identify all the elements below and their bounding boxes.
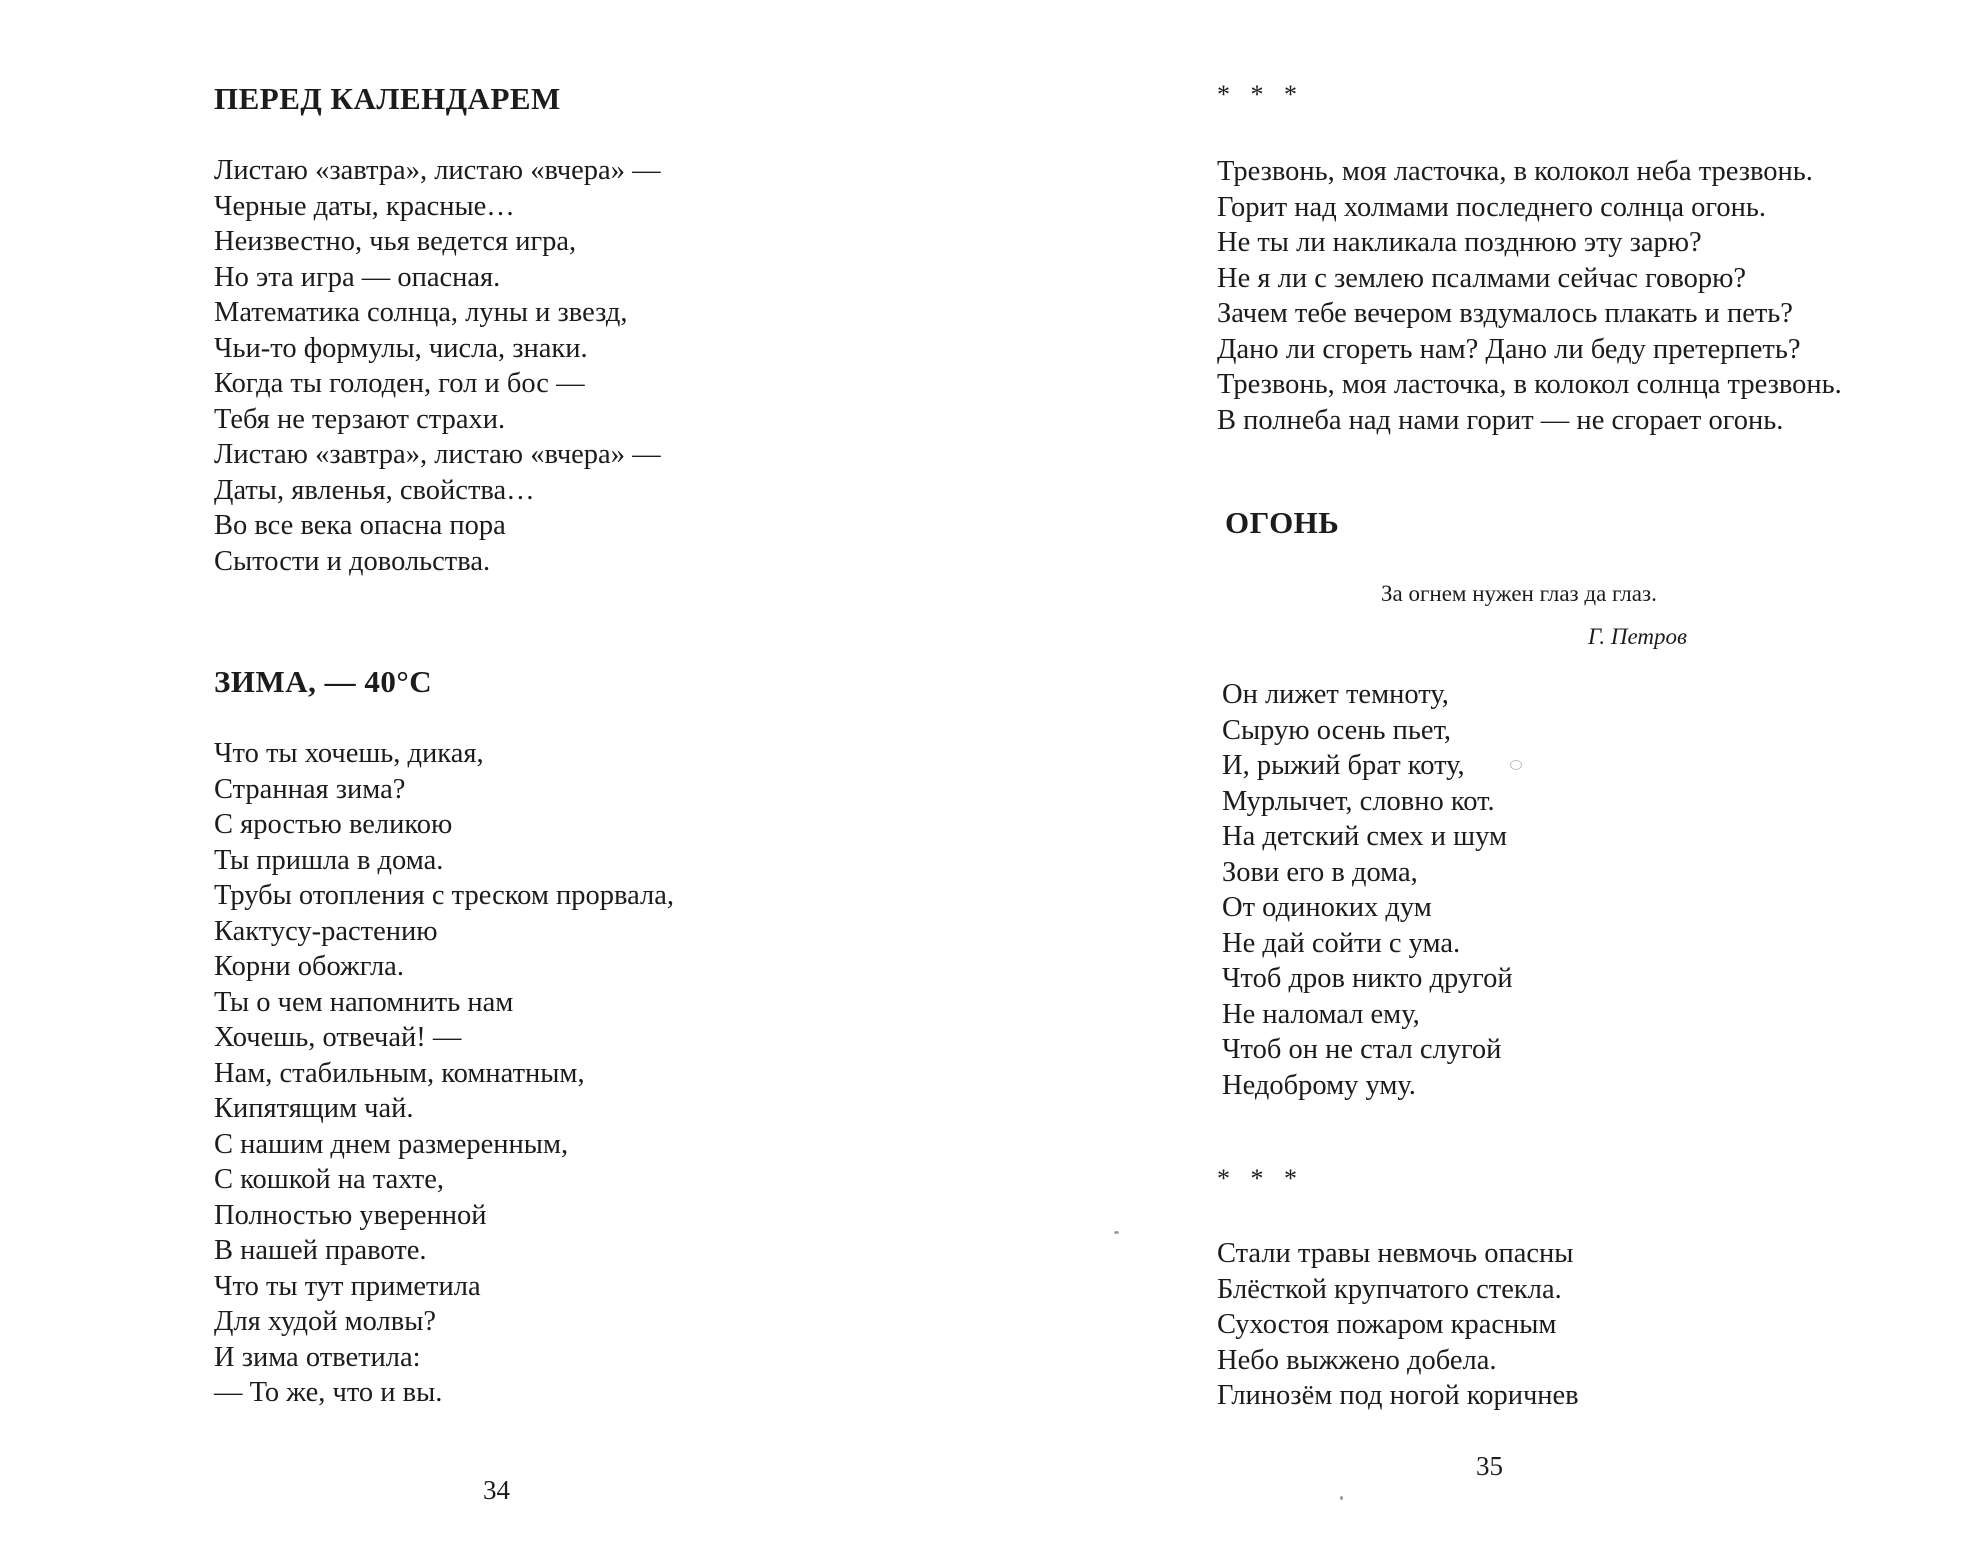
poem-line: Он лижет темноту,: [1222, 679, 1449, 710]
poem-line: Чтоб он не стал слугой: [1222, 1034, 1502, 1065]
poem-grass-text: [1217, 1236, 1579, 1414]
poem-winter-text: [214, 736, 674, 1411]
poem-line: Сырую осень пьет,: [1222, 714, 1452, 746]
poem-fire-text: [1222, 677, 1513, 1103]
poem-line: Мурлычет, словно кот.: [1222, 785, 1495, 817]
poem-line: Стали травы невмочь опасны: [1217, 1238, 1574, 1269]
poem-line: Математика солнца, луны и звезд,: [214, 297, 628, 328]
poem-line: Но эта игра — опасная.: [214, 261, 501, 293]
poem-line: Неизвестно, чья ведется игра,: [214, 226, 577, 257]
poem-line: Сухостоя пожаром красным: [1217, 1309, 1557, 1340]
poem-swallow-text: [1217, 154, 1842, 438]
poem-line: Дано ли сгореть нам? Дано ли беду претерпеть?: [1217, 333, 1801, 365]
section-divider-stars: * * *: [1217, 80, 1304, 109]
poem-line: Листаю «завтра», листаю «вчера» —: [214, 439, 661, 470]
poem-title-before-calendar: ПЕРЕД КАЛЕНДАРЕМ: [214, 81, 561, 116]
poem-line: Ты пришла в дома.: [214, 844, 444, 876]
epigraph-text: За огнем нужен глаз да глаз.: [1381, 581, 1657, 606]
poem-line: Недоброму уму.: [1222, 1069, 1416, 1101]
page-number-right: 35: [1476, 1451, 1503, 1481]
poem-line: Нам, стабильным, комнатным,: [214, 1057, 585, 1089]
poem-line: Хочешь, отвечай! —: [214, 1022, 462, 1053]
poem-line: Чьи-то формулы, числа, знаки.: [214, 332, 588, 364]
poem-line: От одиноких дум: [1222, 892, 1432, 923]
poem-line: Не дай сойти с ума.: [1222, 927, 1461, 959]
section-divider-stars: * * *: [1217, 1164, 1304, 1193]
epigraph-author: Г. Петров: [1588, 624, 1687, 649]
poem-line: Трезвонь, моя ласточка, в колокол неба трезвонь.: [1217, 156, 1813, 187]
poem-line: Даты, явленья, свойства…: [214, 474, 535, 506]
poem-line: Не я ли с землею псалмами сейчас говорю?: [1217, 262, 1747, 294]
poem-line: Что ты хочешь, дикая,: [214, 738, 484, 769]
poem-title-fire: ОГОНЬ: [1225, 505, 1340, 540]
poem-line: Небо выжжено добела.: [1217, 1344, 1497, 1376]
poem-title-winter: ЗИМА, — 40°С: [214, 664, 433, 699]
poem-line: Что ты тут приметила: [214, 1270, 481, 1302]
scan-speck: [1510, 760, 1522, 770]
poem-line: Ты о чем напомнить нам: [214, 986, 514, 1018]
poem-line: И, рыжий брат коту,: [1222, 750, 1465, 781]
poem-line: Полностью уверенной: [214, 1199, 487, 1231]
poem-line: Кипятящим чай.: [214, 1093, 414, 1124]
poem-before-calendar-text: [214, 153, 661, 579]
poem-line: Глинозём под ногой коричнев: [1217, 1380, 1579, 1411]
poem-line: Чтоб дров никто другой: [1222, 963, 1513, 994]
poem-line: Для худой молвы?: [214, 1306, 437, 1337]
poem-line: Тебя не терзают страхи.: [214, 403, 506, 435]
poem-line: С кошкой на тахте,: [214, 1164, 445, 1195]
poem-line: В нашей правоте.: [214, 1235, 427, 1266]
right-page: [987, 0, 1974, 1546]
poem-line: Кактусу-растению: [214, 915, 438, 947]
scan-speck: [1340, 1496, 1343, 1500]
poem-line: С нашим днем размеренным,: [214, 1128, 569, 1160]
poem-line: — То же, что и вы.: [214, 1377, 443, 1408]
poem-line: Зачем тебе вечером вздумалось плакать и петь?: [1217, 298, 1793, 329]
poem-line: Не наломал ему,: [1222, 998, 1420, 1030]
poem-line: Трезвонь, моя ласточка, в колокол солнца трезвонь.: [1217, 369, 1842, 400]
poem-line: Черные даты, красные…: [214, 190, 515, 222]
poem-line: Листаю «завтра», листаю «вчера» —: [214, 155, 661, 186]
poem-line: Не ты ли накликала позднюю эту зарю?: [1217, 227, 1702, 258]
poem-line: Когда ты голоден, гол и бос —: [214, 368, 585, 399]
poem-line: Горит над холмами последнего солнца огонь.: [1217, 191, 1766, 223]
poem-line: На детский смех и шум: [1222, 821, 1507, 852]
poem-line: Зови его в дома,: [1222, 856, 1418, 888]
poem-line: Трубы отопления с треском прорвала,: [214, 880, 674, 911]
poem-line: И зима ответила:: [214, 1341, 421, 1373]
poem-line: Блёсткой крупчатого стекла.: [1217, 1273, 1562, 1305]
poem-line: Странная зима?: [214, 773, 406, 805]
poem-line: В полнеба над нами горит — не сгорает огонь.: [1217, 404, 1784, 436]
page-number-left: 34: [483, 1475, 510, 1505]
poem-line: Во все века опасна пора: [214, 510, 506, 541]
poem-line: Сытости и довольства.: [214, 545, 491, 577]
poem-line: С яростью великою: [214, 809, 453, 840]
poem-line: Корни обожгла.: [214, 951, 404, 982]
